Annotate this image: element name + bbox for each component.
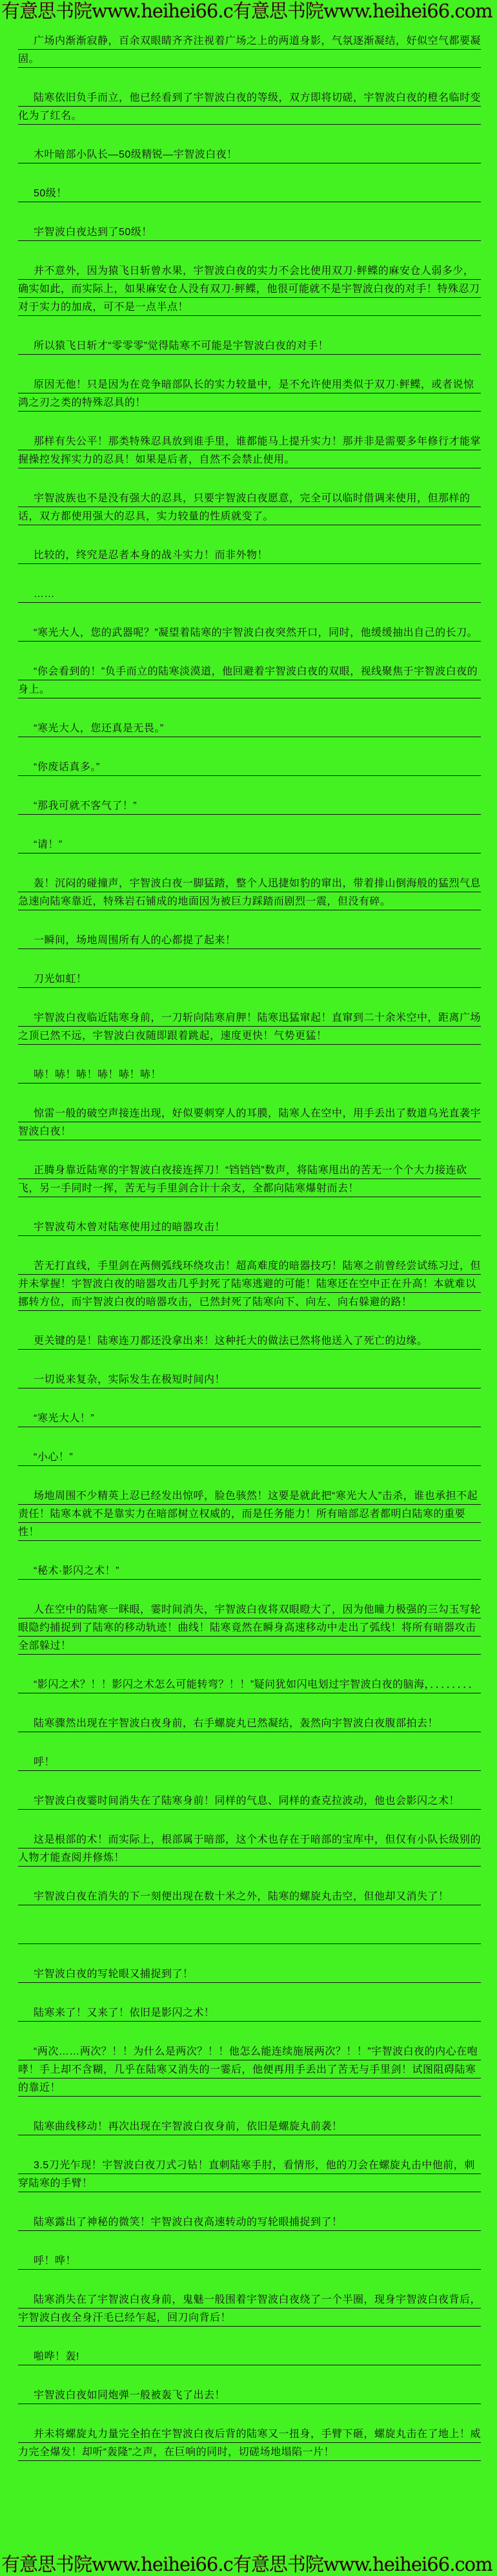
paragraph: 比较的，终究是忍者本身的战斗实力！而非外物！ (18, 547, 481, 565)
paragraph: 一瞬间，场地周围所有人的心都提了起来！ (18, 932, 481, 950)
paragraph: “寒光大人，您还真是无畏。” (18, 720, 481, 738)
paragraph: 刀光如虹！ (18, 970, 481, 989)
paragraph: 宇智波白夜在消失的下一刻便出现在数十米之外，陆寒的螺旋丸击空，但他却又消失了！ (18, 1888, 481, 1906)
paragraph: 苦无打直线，手里剑在两侧弧线环绕攻击！超高难度的暗器技巧！陆寒之前曾经尝试练习过，但并未掌握！宇智波白夜的暗器攻击几乎封死了陆寒逃避的可能！陆寒还在空中正在升高！本就难以挪转方位，而宇智波白夜的暗器攻击，已然封死了陆寒向下、向左、向右躲避的路！ (18, 1257, 481, 1312)
paragraph: 陆寒消失在了宇智波白夜身前，鬼魅一般围着宇智波白夜绕了一个半圈，现身宇智波白夜背后，宇智波白夜全身汗毛已经乍起，回刀向背后！ (18, 2291, 481, 2327)
paragraph: 更关键的是！陆寒连刀都还没拿出来！这种托大的做法已然将他送入了死亡的边缘。 (18, 1332, 481, 1350)
paragraph: 木叶暗部小队长—50级精锐—宇智波白夜！ (18, 146, 481, 164)
paragraph: 3.5刀光乍现！宇智波白夜刀式刁钻！直刺陆寒手肘，看情形，他的刀会在螺旋丸击中他前，刺穿陆寒的手臂！ (18, 2157, 481, 2193)
paragraph: 呼！ (18, 1754, 481, 1772)
paragraph: “寒光大人！” (18, 1410, 481, 1428)
paragraph: 人在空中的陆寒一眯眼，霎时间消失，宇智波白夜将双眼瞪大了，因为他瞳力极强的三勾玉写轮眼隐约捕捉到了陆寒的移动轨迹！曲线！陆寒竟然在瞬身高速移动中走出了弧线！将所有暗器攻击全部躲过！ (18, 1601, 481, 1655)
paragraph: …… (18, 585, 481, 603)
paragraph: 并不意外，因为猿飞日斩曾水果，宇智波白夜的实力不会比使用双刀·鲆鲽的麻安仓人弱多少，确实如此，而实际上，如果麻安仓人没有双刀·鲆鲽，他很可能就不是宇智波白夜的对手！特殊忍刀对于实力的加成，可不是一点半点！ (18, 262, 481, 317)
paragraph: 陆寒骤然出现在宇智波白夜身前，右手螺旋丸已然凝结，轰然向宇智波白夜腹部拍去！ (18, 1715, 481, 1733)
paragraph-list (18, 32, 481, 2462)
paragraph: “影闪之术？！！影闪之术怎么可能转弯？！！”疑问犹如闪电划过宇智波白夜的脑海，．．．．．．．． (18, 1676, 481, 1694)
paragraph: 宇智波白夜如同炮弹一般被轰飞了出去！ (18, 2387, 481, 2405)
paragraph (18, 1927, 481, 1945)
paragraph: 所以猿飞日斩才“零零零”觉得陆寒不可能是宇智波白夜的对手！ (18, 337, 481, 355)
paragraph: 一切说来复杂，实际发生在极短时间内！ (18, 1371, 481, 1389)
paragraph: 宇智波苟木曾对陆寒使用过的暗器攻击！ (18, 1219, 481, 1237)
paragraph: 哧！哧！哧！哧！哧！哧！ (18, 1066, 481, 1084)
header-watermark: 有意思书院www.heihei66.c有意思书院www.heihei66.com (1, 1, 492, 21)
paragraph: 宇智波白夜临近陆寒身前，一刀斩向陆寒肩胛！陆寒迅猛窜起！直窜到二十余米空中，距离广场之顶已然不远，宇智波白夜随即跟着跳起，速度更快！气势更猛！ (18, 1009, 481, 1045)
footer-watermark: 有意思书院www.heihei66.c有意思书院www.heihei66.com (1, 2554, 492, 2575)
paragraph: “请！” (18, 836, 481, 854)
paragraph: 陆寒来了！又来了！依旧是影闪之术！ (18, 2004, 481, 2022)
chapter-content (18, 32, 481, 2482)
paragraph: 原因无他！只是因为在竞争暗部队长的实力较量中，是不允许使用类似于双刀·鲆鲽，或者说惊鸿之刃之类的特殊忍具的！ (18, 376, 481, 412)
paragraph: “你会看到的！”负手而立的陆寒淡漠道，他回避着宇智波白夜的双眼，视线聚焦于宇智波白夜的身上。 (18, 663, 481, 699)
paragraph: 陆寒曲线移动！再次出现在宇智波白夜身前，依旧是螺旋丸前袭！ (18, 2118, 481, 2136)
paragraph: 这是根部的术！而实际上，根部属于暗部，这个术也存在于暗部的宝库中，但仅有小队长级别的人物才能查阅并修炼！ (18, 1831, 481, 1867)
paragraph: 啪哗！轰! (18, 2348, 481, 2366)
paragraph: “你废话真多。” (18, 759, 481, 777)
paragraph: 广场内渐渐寂静，百余双眼睛齐齐注视着广场之上的两道身影，气氛逐渐凝结，好似空气都要凝固。 (18, 32, 481, 68)
paragraph: “寒光大人，您的武器呢？”凝望着陆寒的宇智波白夜突然开口，同时，他缓缓抽出自己的长刀。 (18, 624, 481, 642)
paragraph: 宇智波白夜霎时间消失在了陆寒身前！同样的气息、同样的查克拉波动，他也会影闪之术！ (18, 1792, 481, 1810)
paragraph: 惊雷一般的破空声接连出现，好似要刺穿人的耳膜，陆寒人在空中，用手丢出了数道乌光直袭宇智波白夜！ (18, 1105, 481, 1141)
paragraph: 宇智波白夜的写轮眼又捕捉到了！ (18, 1965, 481, 1984)
paragraph: 正腾身靠近陆寒的宇智波白夜接连挥刀！“铛铛铛”数声，将陆寒甩出的苦无一个个大力接连砍飞，另一手同时一挥，苦无与手里剑合计十余支，全都向陆寒爆射而去！ (18, 1162, 481, 1198)
paragraph: “秘术·影闪之术！” (18, 1562, 481, 1580)
paragraph: 50级！ (18, 185, 481, 203)
paragraph: 场地周围不少精英上忍已经发出惊呼，脸色骇然！这要是就此把“寒光大人”击杀，谁也承担不起责任！陆寒本就不是靠实力在暗部树立权威的，而是任务能力！所有暗部忍者都明白陆寒的重要性！ (18, 1487, 481, 1542)
paragraph: “那我可就不客气了！” (18, 797, 481, 815)
paragraph: 并未将螺旋丸力量完全拍在宇智波白夜后背的陆寒又一扭身，手臂下砸，螺旋丸击在了地上！威力完全爆发！却听“轰隆”之声，在巨响的同时，切磋场地塌陷一片！ (18, 2425, 481, 2462)
paragraph: “两次……两次？！！为什么是两次？！！他怎么能连续施展两次？！！”宇智波白夜的内心在咆哮！手上却不含糊，几乎在陆寒又消失的一霎后，他便再用手丢出了苦无与手里剑！试图阻碍陆寒的靠近！ (18, 2043, 481, 2097)
paragraph: 陆寒依旧负手而立，他已经看到了宇智波白夜的等级，双方即将切磋，宇智波白夜的橙名临时变化为了红名。 (18, 89, 481, 125)
paragraph: 呼！哗！ (18, 2252, 481, 2270)
paragraph: 轰！沉闷的碰撞声，宇智波白夜一脚猛踏，整个人迅捷如豹的窜出，带着排山倒海般的猛烈气息急速向陆寒靠近，特殊岩石铺成的地面因为被巨力踩踏而剧烈一震，但没有碎。 (18, 875, 481, 911)
paragraph: “小心！” (18, 1449, 481, 1467)
paragraph: 宇智波白夜达到了50级！ (18, 224, 481, 242)
paragraph: 宇智波族也不是没有强大的忍具，只要宇智波白夜愿意，完全可以临时借调来使用，但那样的话，双方都使用强大的忍具，实力较量的性质就变了。 (18, 490, 481, 526)
paragraph: 陆寒露出了神秘的微笑！宇智波白夜高速转动的写轮眼捕捉到了！ (18, 2214, 481, 2232)
paragraph: 那样有失公平！那类特殊忍具放到谁手里，谁都能马上提升实力！那并非是需要多年修行才能掌握操控发挥实力的忍具！如果是后者，自然不会禁止使用。 (18, 433, 481, 469)
